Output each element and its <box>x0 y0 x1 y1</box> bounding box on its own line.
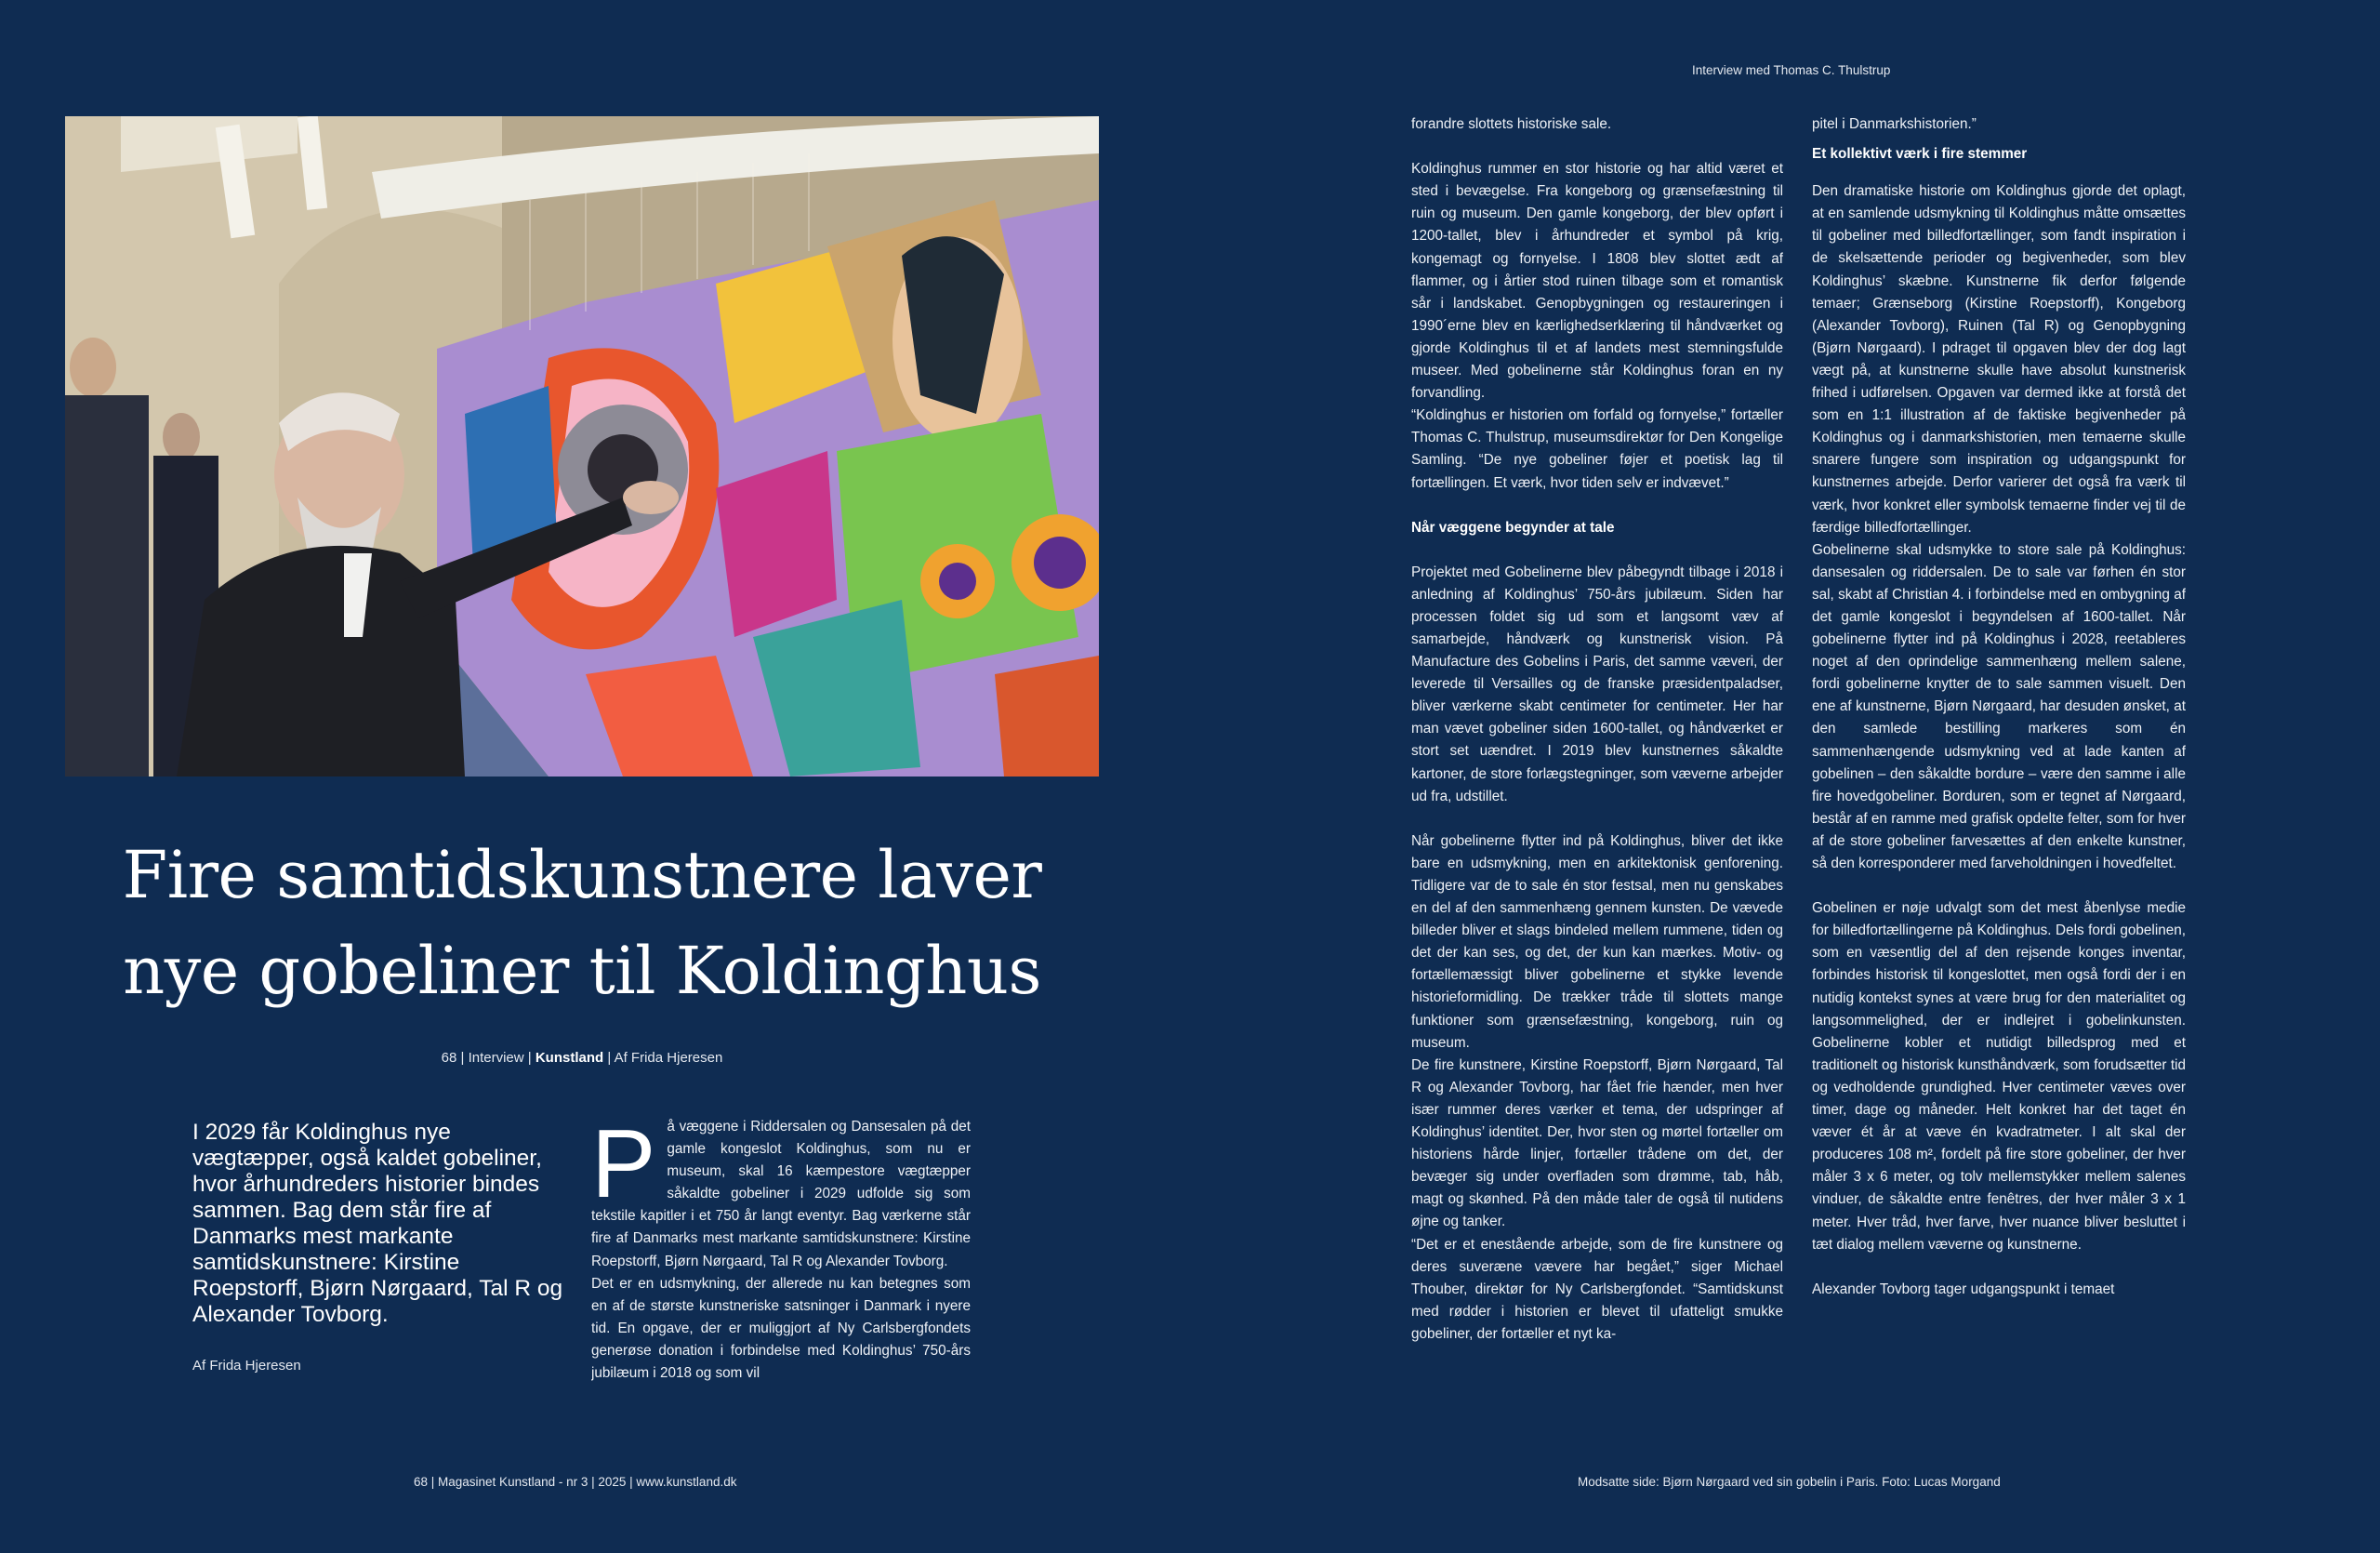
lead-paragraph: I 2029 får Koldinghus nye vægtæpper, også kaldet gobeliner, hvor århundreders historier bindes sammen. Bag dem står fire af Danmarks mest markante samtidskunstnere: Kirstine Roepstorff, Bjørn Nørgaard, Tal R og Alexander Tovborg. <box>192 1120 563 1327</box>
col-a-paragraph-4: Projektet med Gobelinerne blev påbegyndt tilbage i 2018 i anledning af Koldinghus’ 750-års jubilæum. Siden har processen foldet sig ud som et langsomt væv af samarbejde, håndværk og kunstnerisk vision. På Manufacture des Gobelins i Paris, det samme væveri, der leverede til Versailles og de franske præsidentpaladser, bliver værkerne skabt centimeter for centimeter. Her har man vævet gobeliner siden 1600-tallet, og håndværket er stort set uændret. I 2019 blev kunstnernes såkaldte kartoner, de store forlægstegninger, som væverne arbejder ud fra, udstillet. <box>1411 564 1783 804</box>
section-byline <box>65 1050 1099 1066</box>
col-b-paragraph-5: Alexander Tovborg tager udgangspunkt i temaet <box>1812 1281 2115 1297</box>
lead-author: Af Frida Hjeresen <box>192 1358 301 1374</box>
col-b-paragraph-1: pitel i Danmarkshistorien.” <box>1812 116 1977 132</box>
col-a-paragraph-3: “Koldinghus er historien om forfald og fornyelse,” fortæller Thomas C. Thulstrup, museumsdirektør for Den Kongelige Samling. “De nye gobeliner føjer et poetisk lag til fortællingen. Et værk, hvor tiden selv er indvævet.” <box>1411 407 1783 491</box>
photo-illustration <box>65 116 1099 776</box>
byline-suffix: | Af Frida Hjeresen <box>603 1050 723 1066</box>
intro-paragraph-2: Det er en udsmykning, der allerede nu kan betegnes som en af de største kunstneriske satsninger i Danmark i nyere tid. En opgave, der er muliggjort af Ny Carlsbergfondets generøse donation i forbindelse med Koldinghus’ 750-års jubilæum i 2018 og som vil <box>591 1275 971 1382</box>
running-head: Interview med Thomas C. Thulstrup <box>1692 63 1891 77</box>
body-column-a <box>1411 113 1783 1429</box>
article-photo <box>65 116 1099 776</box>
intro-column <box>591 1116 971 1432</box>
col-a-subheading: Når væggene begynder at tale <box>1411 519 1615 536</box>
byline-prefix: 68 | Interview | <box>441 1050 536 1066</box>
photo-caption: Modsatte side: Bjørn Nørgaard ved sin gobelin i Paris. Foto: Lucas Morgand <box>1578 1475 2001 1489</box>
col-b-paragraph-4: Gobelinen er nøje udvalgt som det mest åbenlyse medie for billedfortællingerne på Koldinghus. Dels fordi gobelinen, som en væsentlig del af den rejsende konges inventar, forbindes historisk til kongeslottet, men også fordi der i en nutidig kontekst synes at være brug for den materialitet og langsommelighed, der er indlejret i gobelinkunsten. Gobelinerne kobler et nutidigt billedsprog med et traditionelt og historisk kunsthåndværk, som forudsætter tid og vedholdende grundighed. Hver centimeter væves over timer, dage og måneder. Helt konkret har det taget én væver ét år at væve én kvadratmeter. I alt skal der produceres 108 m², fordelt på fire store gobeliner, der hver måler 3 x 6 meter, og tolv mellemstykker mellem salenes vinduer, de såkaldte entre fenêtres, der hver måler 3 x 1 meter. Hver tråd, hver farve, hver nuance bliver besluttet i tæt dialog mellem væverne og kunstnerne. <box>1812 900 2186 1253</box>
col-b-subheading: Et kollektivt værk i fire stemmer <box>1812 146 2028 163</box>
headline-line-1: Fire samtidskunstnere laver <box>122 837 1042 913</box>
byline-section: Kunstland <box>535 1050 604 1066</box>
footer-left: 68 | Magasinet Kunstland - nr 3 | 2025 | www.kunstland.dk <box>414 1475 737 1489</box>
intro-paragraph-1: å væggene i Riddersalen og Dansesalen på det gamle kongeslot Koldinghus, som nu er museum, skal 16 kæmpestore vægtæpper såkaldte gobeliner i 2029 udfolde sig som tekstile kapitler i et 750 år langt eventyr. Bag værkerne står fire af Danmarks mest markante samtidskunstnere: Kirstine Roepstorff, Bjørn Nørgaard, Tal R og Alexander Tovborg. <box>591 1119 971 1269</box>
col-b-paragraph-3: Gobelinerne skal udsmykke to store sale på Koldinghus: dansesalen og riddersalen. De to sale var førhen én stor sal, skabt af Christian 4. i forbindelse med en ombygning af det gamle kongeslot i begyndelsen af 1600-tallet. Når gobelinerne flytter ind på Koldinghus i 2028, reetableres noget af den oprindelige sammenhæng mellem salene, fordi gobelinerne knytter de to sale sammen visuelt. Den ene af kunstnerne, Bjørn Nørgaard, har desuden ønsket, at den samlede bestilling markeres som én sammenhængende udsmykning ved at lade kanten af gobelinen – den såkaldte bordure – være den samme i alle fire hovedgobeliner. Borduren, som er tegnet af Nørgaard, består af en ramme med grafisk opdelte felter, som for hver af de store gobeliner farvesættes af den enkelte kunstner, så den korresponderer med farveholdningen i hovedfeltet. <box>1812 541 2186 871</box>
drop-cap: P <box>591 1116 656 1218</box>
col-a-paragraph-2: Koldinghus rummer en stor historie og har altid været et sted i bevægelse. Fra kongeborg og grænsefæstning til ruin og museum. Den gamle kongeborg, der blev opført i 1200-tallet, blev i århundreder et symbol på krig, kongemagt og fornyelse. I 1808 blev slottet ædt af flammer, og i årtier stod ruinen tilbage som et romantisk sår i landskabet. Genopbygningen og restaureringen i 1990´erne blev en kærlighedserklæring til håndværket og gjorde Koldinghus til et af landets mest stemningsfulde museer. Med gobelinerne står Koldinghus foran en ny forvandling. <box>1411 161 1783 402</box>
col-a-paragraph-6: De fire kunstnere, Kirstine Roepstorff, Bjørn Nørgaard, Tal R og Alexander Tovborg, har fået frie hænder, men hver især rummer deres værker et tema, der udspringer af Koldinghus’ identitet. Der, hvor sten og mørtel fortæller om historiens hårde linjer, fortæller trådene om det, der bevæger sig under overfladen som drømme, tab, håb, magt og skønhed. På den måde taler de også til nutidens øjne og tanker. <box>1411 1056 1783 1230</box>
col-a-paragraph-7: “Det er et enestående arbejde, som de fire kunstnere og deres suveræne vævere har begået,” siger Michael Thouber, direktør for Ny Carlsbergfondet. “Samtidskunst med rødder i historien er blevet til ufatteligt smukke gobeliner, der fortæller et nyt ka- <box>1411 1236 1783 1342</box>
headline-line-2: nye gobeliner til Koldinghus <box>123 933 1041 1009</box>
col-b-paragraph-2: Den dramatiske historie om Koldinghus gjorde det oplagt, at en samlende udsmykning til Koldinghus måtte omsættes til gobeliner med billedfortællinger, som fandt inspiration i de skelsættende perioder og begivenheder, som blev Koldinghus’ skæbne. Kunstnerne fik derfor følgende temaer; Grænseborg (Kirstine Roepstorff), Kongeborg (Alexander Tovborg), Ruinen (Tal R) og Genopbygning (Bjørn Nørgaard). I pdraget til opgaven blev der dog lagt vægt på, at kunstnerne skulle have absolut kunstnerisk frihed i udførelsen. Opgaven var dermed ikke at forstå det som en 1:1 illustration af de faktiske begivenheder på Koldinghus og i danmarkshistorien, men temaerne skulle snarere fungere som inspiration og udgangspunkt for kunstnernes arbejde. Derfor varierer det også fra værk til værk, hvor konkret eller symbolsk temaerne finder vej til de færdige billedfortællinger. <box>1812 183 2186 536</box>
headline <box>65 828 1099 1019</box>
col-a-paragraph-5: Når gobelinerne flytter ind på Koldinghus, bliver det ikke bare en udsmykning, men en arkitektonisk genforening. Tidligere var de to sale én stor festsal, men nu genskabes en del af den sammenhæng gennem kunsten. De vævede billeder bliver et slags bindeled mellem rummene, tiden og det der kan ses, og det, der kun kan mærkes. Motiv- og fortællemæssigt bliver gobelinerne et stykke levende historieformidling. De trækker tråde til slottets mange funktioner som grænsefæstning, kongeborg, ruin og museum. <box>1411 832 1783 1051</box>
body-column-b <box>1812 113 2186 1429</box>
col-a-paragraph-1: forandre slottets historiske sale. <box>1411 116 1612 132</box>
